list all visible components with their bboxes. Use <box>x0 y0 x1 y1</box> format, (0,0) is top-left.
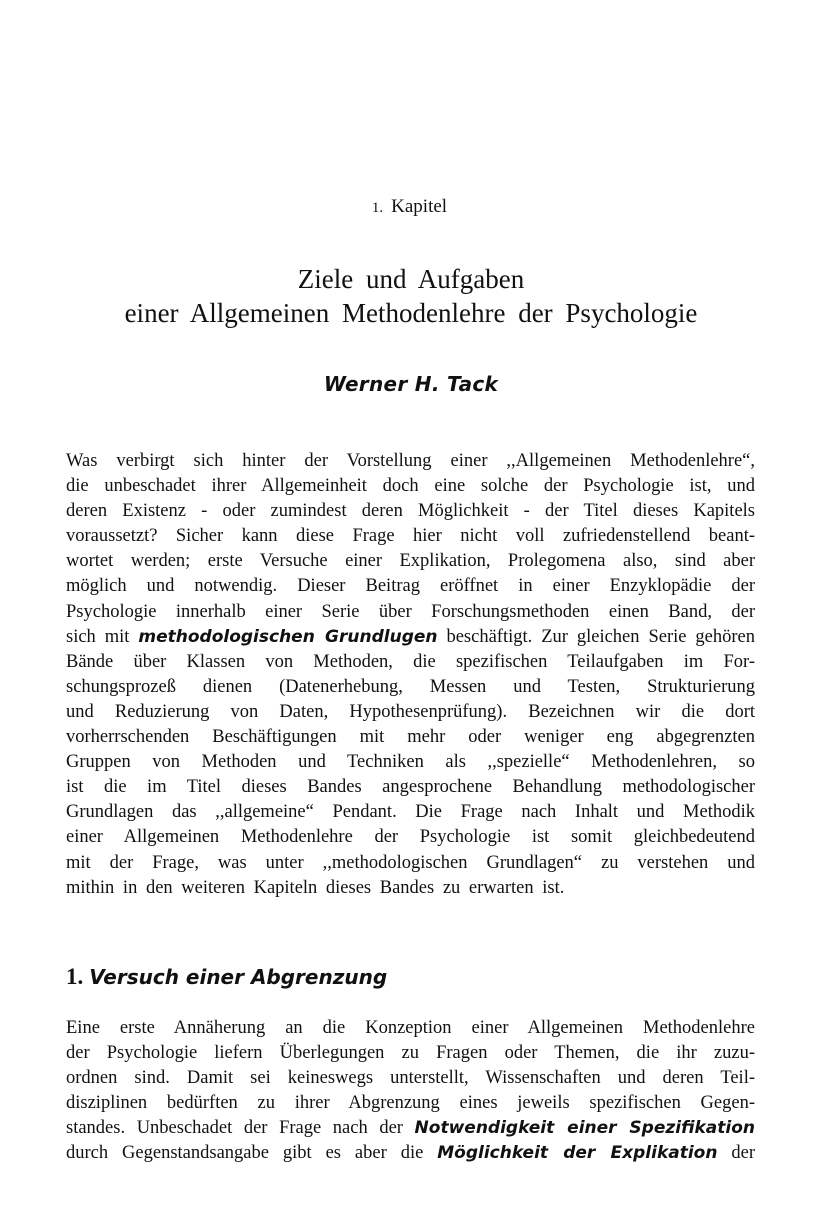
emphasized-term: Notwendigkeit einer Spezifikation <box>414 1118 755 1139</box>
text-line: Bände über Klassen von Methoden, die spezifischen Teilaufgaben im For- <box>66 651 755 672</box>
emphasized-term: Möglichkeit der Explikation <box>437 1143 718 1164</box>
text-line: Was verbirgt sich hinter der Vorstellung einer ,,Allgemeinen Methodenlehre“, <box>66 451 755 471</box>
text-line: voraussetzt? Sicher kann diese Frage hier nicht voll zufriedenstellend beant- <box>66 526 755 547</box>
section-number: 1. <box>66 964 84 989</box>
chapter-title <box>0 262 819 330</box>
text-line: und Reduzierung von Daten, Hypothesenprüfung). Bezeichnen wir die dort <box>66 701 755 722</box>
author-name: Werner H. Tack <box>323 372 499 396</box>
text-line: disziplinen bedürften zu ihrer Abgrenzung eines jeweils spezifischen Gegen- <box>66 1093 755 1114</box>
text-line: Eine erste Annäherung an die Konzeption einer Allgemeinen Methodenlehre <box>66 1018 755 1038</box>
text-line: einer Allgemeinen Methodenlehre der Psychologie ist somit gleichbedeutend <box>66 827 755 848</box>
chapter-word: Kapitel <box>391 196 448 217</box>
text-line: ist die im Titel dieses Bandes angesprochene Behandlung methodologischer <box>66 777 755 798</box>
text-line: der Psychologie liefern Überlegungen zu Fragen oder Themen, die ihr zuzu- <box>66 1043 755 1064</box>
chapter-title-line-2: einer Allgemeinen Methodenlehre der Psychologie <box>124 298 698 328</box>
text-segment: der <box>731 1143 756 1164</box>
chapter-number: 1. <box>371 200 384 216</box>
text-segment: standes. Unbeschadet der Frage nach der <box>66 1118 403 1139</box>
text-line: die unbeschadet ihrer Allgemeinheit doch eine solche der Psychologie ist, und <box>66 476 755 497</box>
text-line: mithin in den weiteren Kapiteln dieses Bandes zu erwarten ist. <box>66 877 565 898</box>
text-segment: durch Gegenstandsangabe gibt es aber die <box>66 1143 424 1164</box>
text-line: deren Existenz - oder zumindest deren Möglichkeit - der Titel dieses Kapitels <box>66 501 755 522</box>
text-line: Psychologie innerhalb einer Serie über Forschungsmethoden einen Band, der <box>66 601 755 622</box>
text-line: vorherrschenden Beschäftigungen mit mehr oder weniger eng abgegrenzten <box>66 727 755 748</box>
text-line <box>66 1116 755 1141</box>
intro-paragraph <box>66 449 755 901</box>
text-line: ordnen sind. Damit sei keineswegs unterstellt, Wissenschaften und deren Teil- <box>66 1068 755 1089</box>
text-segment: beschäftigt. Zur gleichen Serie gehören <box>446 626 755 647</box>
section-paragraph <box>66 1016 755 1167</box>
text-line: schungsprozeß dienen (Datenerhebung, Messen und Testen, Strukturierung <box>66 676 755 697</box>
section-heading <box>66 963 387 991</box>
text-line: wortet werden; erste Versuche einer Explikation, Prolegomena also, sind aber <box>66 551 755 572</box>
chapter-title-line-1: Ziele und Aufgaben <box>297 264 525 294</box>
section-title: Versuch einer Abgrenzung <box>89 965 388 989</box>
emphasized-term: methodologischen Grundlugen <box>138 626 438 647</box>
text-line <box>66 1141 755 1166</box>
text-line: möglich und notwendig. Dieser Beitrag eröffnet in einer Enzyklopädie der <box>66 576 755 597</box>
text-segment: sich mit <box>66 626 130 647</box>
chapter-label <box>0 196 819 219</box>
text-line: Gruppen von Methoden und Techniken als ,,spezielle“ Methodenlehren, so <box>66 752 755 773</box>
text-line: mit der Frage, was unter ,,methodologischen Grundlagen“ zu verstehen und <box>66 852 755 873</box>
text-line: Grundlagen das ,,allgemeine“ Pendant. Die Frage nach Inhalt und Methodik <box>66 802 755 823</box>
text-line <box>66 625 755 650</box>
